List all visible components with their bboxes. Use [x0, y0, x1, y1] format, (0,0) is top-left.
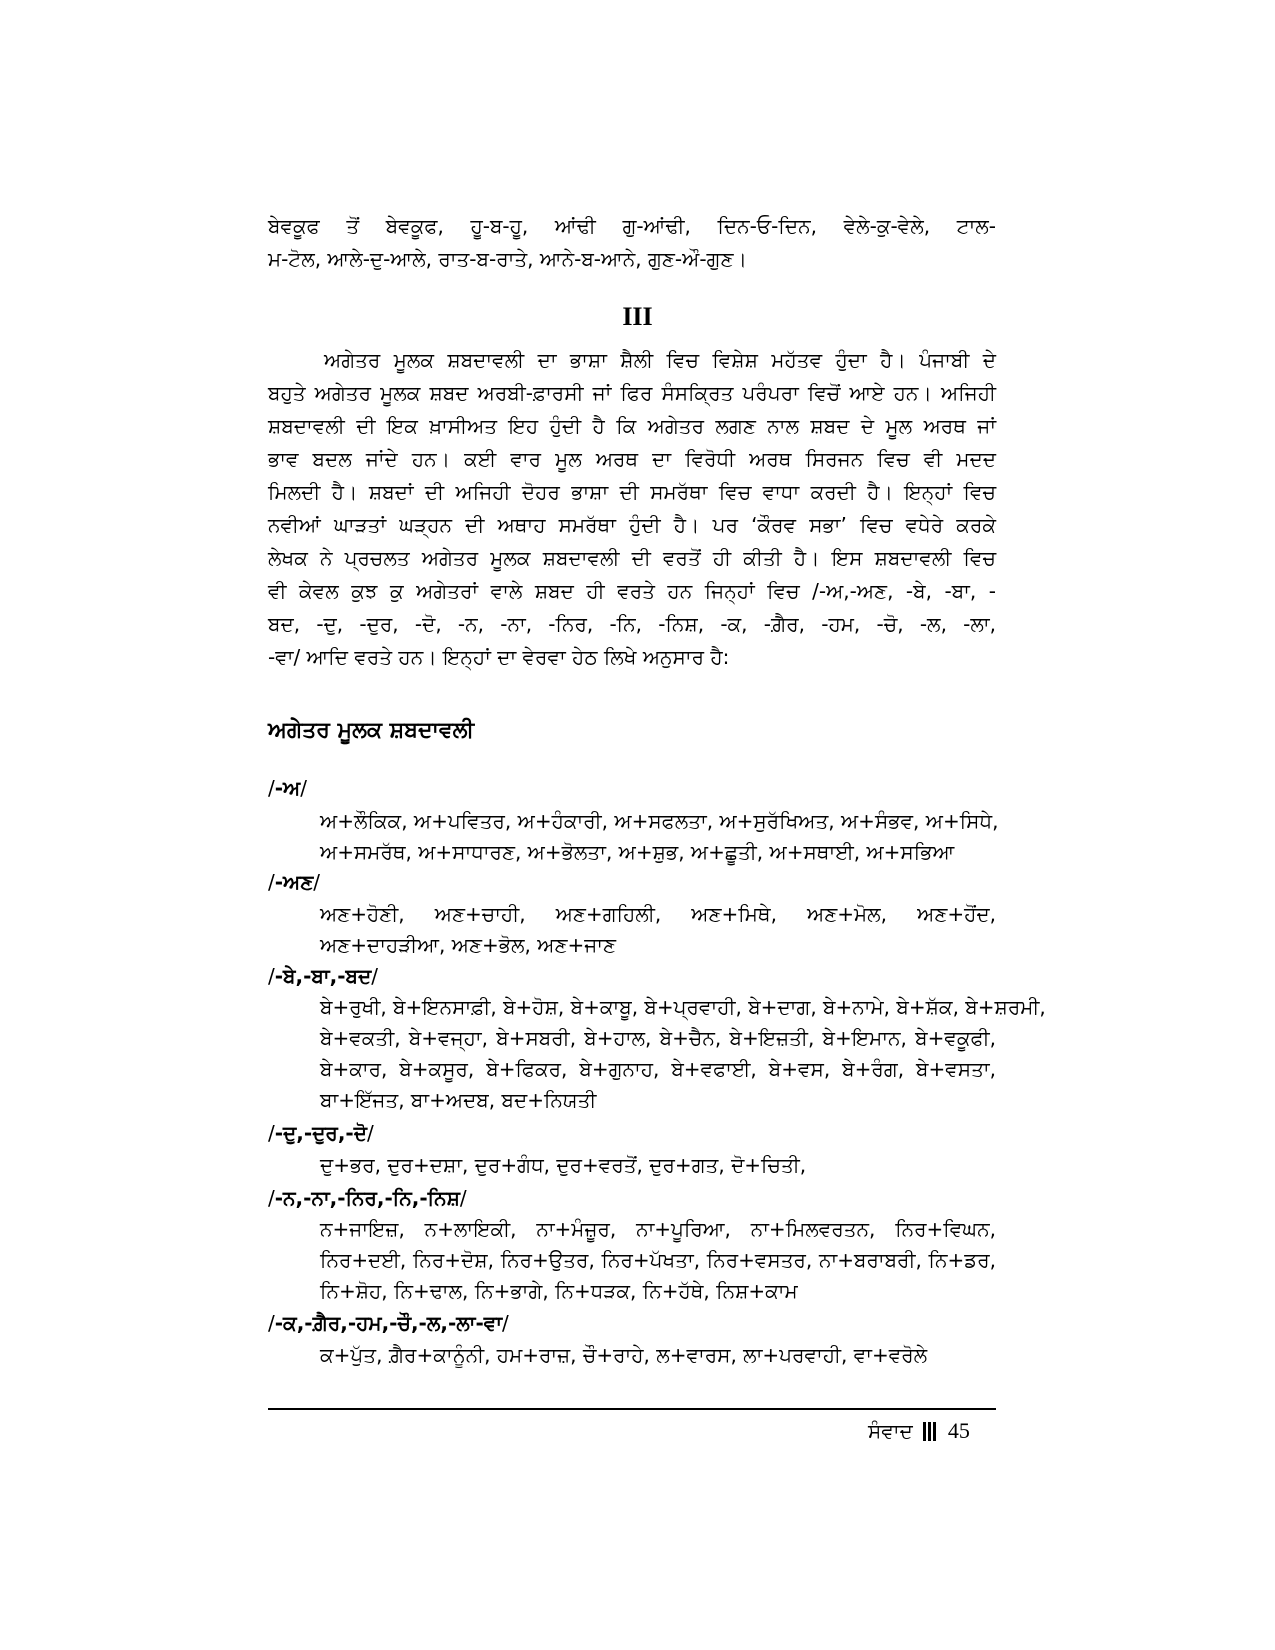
prefix-text: -ਬੇ,-ਬਾ,-ਬਦ [274, 964, 372, 988]
prefix-label: /-ਬੇ,-ਬਾ,-ਬਦ/ [268, 964, 378, 988]
page-number: 45 [947, 1418, 970, 1443]
body-paragraph [268, 344, 996, 674]
prefix-text: -ਨ,-ਨਾ,-ਨਿਰ,-ਨਿ,-ਨਿਸ਼ [274, 1186, 460, 1210]
prefix-text: -ਕ,-ਗ਼ੈਰ,-ਹਮ,-ਚੌ,-ਲ,-ਲਾ-ਵਾ [274, 1311, 503, 1335]
paragraph-line: ਅਗੇਤਰ ਮੂਲਕ ਸ਼ਬਦਾਵਲੀ ਦਾ ਭਾਸ਼ਾ ਸ਼ੈਲੀ ਵਿਚ ਵਿਸ਼ੇਸ਼ ਮਹੱਤਵ ਹੁੰਦਾ ਹੈ। ਪੰਜਾਬੀ ਦੇ [324, 348, 996, 372]
prefix-examples [320, 1340, 996, 1371]
prefix-text: -ਦੁ,-ਦੁਰ,-ਦੋ [274, 1121, 367, 1145]
example-line: ਬਾ+ਇੱਜਤ, ਬਾ+ਅਦਬ, ਬਦ+ਨਿਯਤੀ [320, 1088, 597, 1112]
paragraph-line: ਸ਼ਬਦਾਵਲੀ ਦੀ ਇਕ ਖ਼ਾਸੀਅਤ ਇਹ ਹੁੰਦੀ ਹੈ ਕਿ ਅਗੇਤਰ ਲਗਣ ਨਾਲ ਸ਼ਬਦ ਦੇ ਮੂਲ ਅਰਥ ਜਾਂ [268, 414, 996, 438]
paragraph-line: ਬਹੁਤੇ ਅਗੇਤਰ ਮੂਲਕ ਸ਼ਬਦ ਅਰਬੀ-ਫ਼ਾਰਸੀ ਜਾਂ ਫਿਰ ਸੰਸਕ੍ਰਿਤ ਪਰੰਪਰਾ ਵਿਚੋਂ ਆਏ ਹਨ। ਅਜਿਹੀ [268, 381, 996, 405]
footer-rule [268, 1408, 996, 1410]
example-line: ਅਣ+ਹੋਣੀ, ਅਣ+ਚਾਹੀ, ਅਣ+ਗਹਿਲੀ, ਅਣ+ਮਿਥੇ, ਅਣ+ਮੋਲ, ਅਣ+ਹੋਂਦ, [320, 902, 996, 926]
example-line: ਨਿਰ+ਦਈ, ਨਿਰ+ਦੋਸ਼, ਨਿਰ+ਉਤਰ, ਨਿਰ+ਪੱਖਤਾ, ਨਿਰ+ਵਸਤਰ, ਨਾ+ਬਰਾਬਰੀ, ਨਿ+ਡਰ, [320, 1248, 996, 1272]
example-line: ਕ+ਪੁੱਤ, ਗ਼ੈਰ+ਕਾਨੂੰਨੀ, ਹਮ+ਰਾਜ਼, ਚੌ+ਰਾਹੇ, ਲ+ਵਾਰਸ, ਲਾ+ਪਰਵਾਹੀ, ਵਾ+ਵਰੋਲੇ [320, 1343, 928, 1367]
section-number: III [622, 302, 653, 331]
example-line: ਬੇ+ਕਾਰ, ਬੇ+ਕਸੂਰ, ਬੇ+ਫਿਕਰ, ਬੇ+ਗੁਨਾਹ, ਬੇ+ਵਫਾਈ, ਬੇ+ਵਸ, ਬੇ+ਰੰਗ, ਬੇ+ਵਸਤਾ, [320, 1057, 996, 1081]
prefix-examples [320, 806, 999, 868]
prefix-text: -ਅ [274, 776, 301, 800]
page-footer [868, 1418, 970, 1444]
prefix-label: /-ਅ/ [268, 776, 308, 800]
prefix-text: -ਅਣ [274, 870, 314, 894]
example-line: ਅਣ+ਦਾਹੜੀਆ, ਅਣ+ਭੋਲ, ਅਣ+ਜਾਣ [320, 933, 617, 957]
prefix-examples [320, 899, 996, 961]
prefix-label: /-ਨ,-ਨਾ,-ਨਿਰ,-ਨਿ,-ਨਿਸ਼/ [268, 1186, 467, 1210]
section-heading: ਅਗੇਤਰ ਮੂਲਕ ਸ਼ਬਦਾਵਲੀ [268, 718, 475, 743]
example-line: ਬੇ+ਰੁਖੀ, ਬੇ+ਇਨਸਾਫ਼ੀ, ਬੇ+ਹੋਸ਼, ਬੇ+ਕਾਬੂ, ਬੇ+ਪ੍ਰਵਾਹੀ, ਬੇ+ਦਾਗ, ਬੇ+ਨਾਮੇ, ਬੇ+ਸ਼ੱਕ, ਬੇ+ਸ਼ਰਮੀ, [320, 995, 1046, 1019]
paragraph-line: ਮਿਲਦੀ ਹੈ। ਸ਼ਬਦਾਂ ਦੀ ਅਜਿਹੀ ਦੋਹਰ ਭਾਸ਼ਾ ਦੀ ਸਮਰੱਥਾ ਵਿਚ ਵਾਧਾ ਕਰਦੀ ਹੈ। ਇਨ੍ਹਾਂ ਵਿਚ [268, 480, 996, 504]
prefix-label: /-ਕ,-ਗ਼ੈਰ,-ਹਮ,-ਚੌ,-ਲ,-ਲਾ-ਵਾ/ [268, 1311, 509, 1335]
example-line: ਨ+ਜਾਇਜ਼, ਨ+ਲਾਇਕੀ, ਨਾ+ਮੰਜ਼ੂਰ, ਨਾ+ਪੂਰਿਆ, ਨਾ+ਮਿਲਵਰਤਨ, ਨਿਰ+ਵਿਘਨ, [320, 1217, 996, 1241]
prefix-examples [320, 1214, 996, 1307]
paragraph-line: -ਵਾ/ ਆਦਿ ਵਰਤੇ ਹਨ। ਇਨ੍ਹਾਂ ਦਾ ਵੇਰਵਾ ਹੇਠ ਲਿਖੇ ਅਨੁਸਾਰ ਹੈ: [268, 645, 730, 669]
example-line: ਬੇ+ਵਕਤੀ, ਬੇ+ਵਜ੍ਹਾ, ਬੇ+ਸਬਰੀ, ਬੇ+ਹਾਲ, ਬੇ+ਚੈਨ, ਬੇ+ਇਜ਼ਤੀ, ਬੇ+ਇਮਾਨ, ਬੇ+ਵਕੂਫੀ, [320, 1026, 996, 1050]
prefix-label: /-ਅਣ/ [268, 870, 321, 894]
prefix-examples [320, 992, 1046, 1116]
prefix-examples [320, 1150, 996, 1181]
paragraph-line: ਵੀ ਕੇਵਲ ਕੁਝ ਕੁ ਅਗੇਤਰਾਂ ਵਾਲੇ ਸ਼ਬਦ ਹੀ ਵਰਤੇ ਹਨ ਜਿਨ੍ਹਾਂ ਵਿਚ /-ਅ,-ਅਣ, -ਬੇ, -ਬਾ, - [268, 579, 996, 603]
prefix-label: /-ਦੁ,-ਦੁਰ,-ਦੋ/ [268, 1121, 374, 1145]
bars-icon [923, 1422, 938, 1441]
example-line: ਅ+ਲੌਕਿਕ, ਅ+ਪਵਿਤਰ, ਅ+ਹੰਕਾਰੀ, ਅ+ਸਫਲਤਾ, ਅ+ਸੁਰੱਖਿਅਤ, ਅ+ਸੰਭਵ, ਅ+ਸਿਧੇ, [320, 809, 999, 833]
example-line: ਦੁ+ਭਰ, ਦੁਰ+ਦਸ਼ਾ, ਦੁਰ+ਗੰਧ, ਦੁਰ+ਵਰਤੋਂ, ਦੁਰ+ਗਤ, ਦੋ+ਚਿਤੀ, [320, 1153, 807, 1177]
example-line: ਨਿ+ਸ਼ੋਹ, ਨਿ+ਢਾਲ, ਨਿ+ਭਾਗੇ, ਨਿ+ਧੜਕ, ਨਿ+ਹੱਥੇ, ਨਿਸ਼+ਕਾਮ [320, 1279, 798, 1303]
paragraph-line: ਨਵੀਆਂ ਘਾੜਤਾਂ ਘੜ੍ਹਨ ਦੀ ਅਥਾਹ ਸਮਰੱਥਾ ਹੁੰਦੀ ਹੈ। ਪਰ ‘ਕੌਰਵ ਸਭਾ’ ਵਿਚ ਵਧੇਰੇ ਕਰਕੇ [268, 513, 996, 537]
intro-line: ਬੇਵਕੂਫ ਤੋਂ ਬੇਵਕੂਫ, ਹੂ-ਬ-ਹੂ, ਆਂਢੀ ਗੁ-ਆਂਢੀ, ਦਿਨ-ਓ-ਦਿਨ, ਵੇਲੇ-ਕੁ-ਵੇਲੇ, ਟਾਲ- [268, 214, 996, 238]
intro-line: ਮ-ਟੋਲ, ਆਲੇ-ਦੁ-ਆਲੇ, ਰਾਤ-ਬ-ਰਾਤੇ, ਆਨੇ-ਬ-ਆਨੇ, ਗੁਣ-ਔ-ਗੁਣ। [268, 247, 747, 271]
paragraph-line: ਭਾਵ ਬਦਲ ਜਾਂਦੇ ਹਨ। ਕਈ ਵਾਰ ਮੂਲ ਅਰਥ ਦਾ ਵਿਰੋਧੀ ਅਰਥ ਸਿਰਜਨ ਵਿਚ ਵੀ ਮਦਦ [268, 447, 996, 471]
example-line: ਅ+ਸਮਰੱਥ, ਅ+ਸਾਧਾਰਣ, ਅ+ਭੋਲਤਾ, ਅ+ਸ਼ੁਭ, ਅ+ਛੂਤੀ, ਅ+ਸਥਾਈ, ਅ+ਸਭਿਆ [320, 840, 955, 864]
footer-title: ਸੰਵਾਦ [868, 1419, 913, 1443]
paragraph-line: ਬਦ, -ਦੁ, -ਦੁਰ, -ਦੋ, -ਨ, -ਨਾ, -ਨਿਰ, -ਨਿ, -ਨਿਸ਼, -ਕ, -ਗ਼ੈਰ, -ਹਮ, -ਚੋ, -ਲ, -ਲਾ, [268, 612, 996, 636]
intro-block [268, 210, 996, 276]
paragraph-line: ਲੇਖਕ ਨੇ ਪ੍ਰਚਲਤ ਅਗੇਤਰ ਮੂਲਕ ਸ਼ਬਦਾਵਲੀ ਦੀ ਵਰਤੋਂ ਹੀ ਕੀਤੀ ਹੈ। ਇਸ ਸ਼ਬਦਾਵਲੀ ਵਿਚ [268, 546, 996, 570]
